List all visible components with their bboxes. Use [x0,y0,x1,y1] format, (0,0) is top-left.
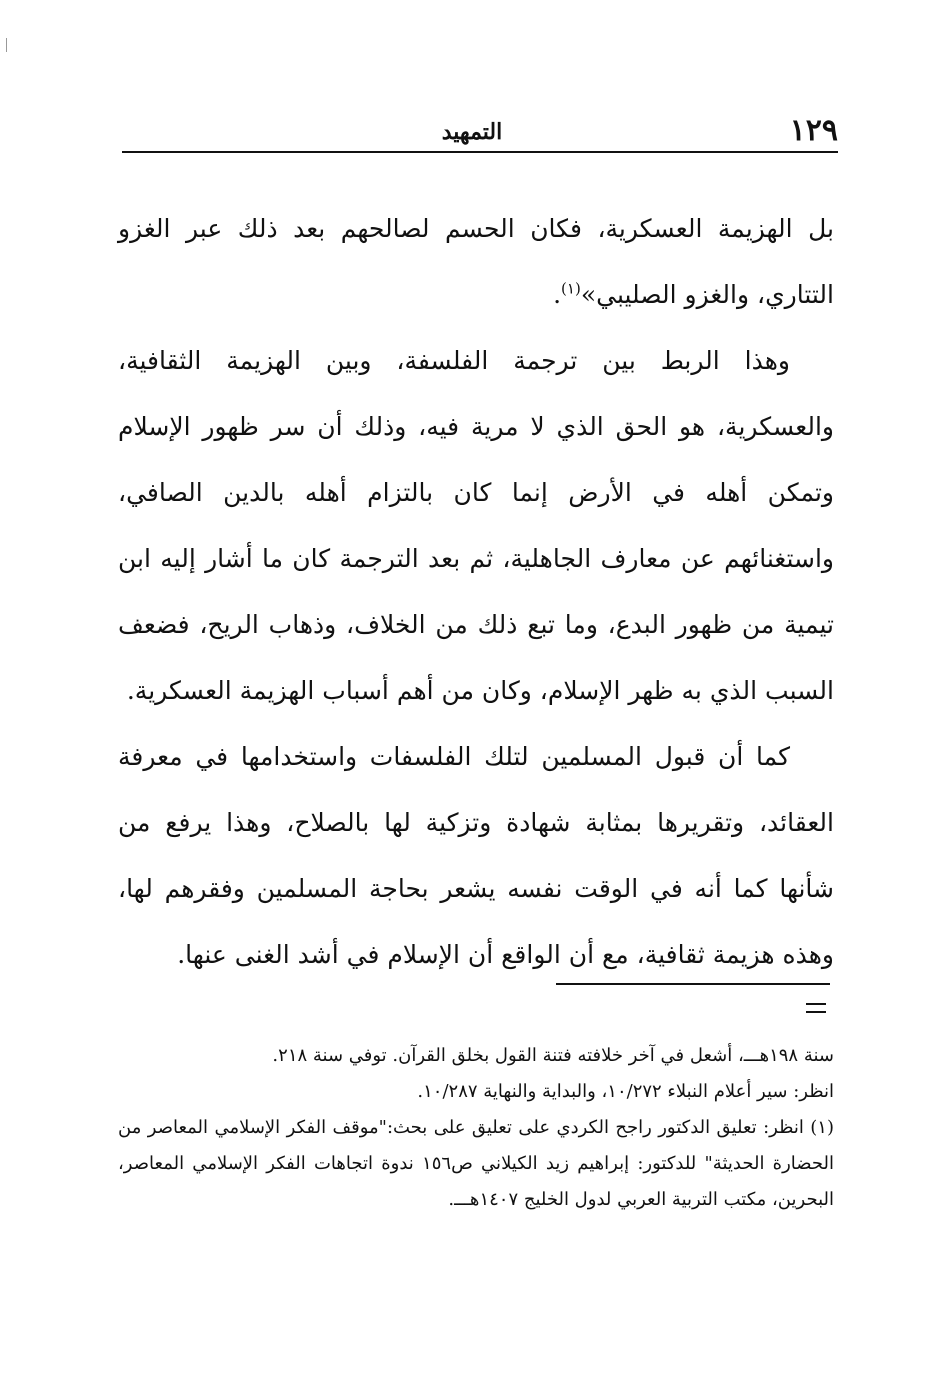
footnote-continued-line-2: انظر: سير أعلام النبلاء ١٠/٢٧٢، والبداية والنهاية ١٠/٢٨٧. [417,1081,834,1102]
footnotes [118,1038,834,1218]
running-head: التمهيد [441,119,503,145]
footnote-reference: (١) [561,279,581,298]
footnote-continuation-mark [806,1003,830,1017]
main-text [118,196,834,988]
footnote-1: (١) انظر: تعليق الدكتور راجح الكردي على تعليق على بحث:"موقف الفكر الإسلامي المعاصر من الحضارة الحديثة" للدكتور: إبراهيم زيد الكيلاني ص١٥٦ ندوة اتجاهات الفكر الإسلامي المعاصر، البحرين، مكتب التربية العربي لدول الخليج ١٤٠٧هـــ. [118,1117,834,1210]
footnote-separator-rule [556,983,830,985]
body-paragraph-1 [118,196,834,328]
header-rule [122,151,838,153]
body-paragraph-1-text: بل الهزيمة العسكرية، فكان الحسم لصالحهم بعد ذلك عبر الغزو التتاري، والغزو الصليبي» [118,214,834,309]
page-header [122,112,838,154]
body-paragraph-2: وهذا الربط بين ترجمة الفلسفة، وبين الهزيمة الثقافية، والعسكرية، هو الحق الذي لا مرية فيه، وذلك أن سر ظهور الإسلام وتمكن أهله في الأرض إنما كان بالتزام أهله بالدين الصافي، واستغنائهم عن معارف الجاهلية، ثم بعد الترجمة كان ما أشار إليه ابن تيمية من ظهور البدع، وما تبع ذلك من الخلاف، وذهاب الريح، فضعف السبب الذي به ظهر الإسلام، وكان من أهم أسباب الهزيمة العسكرية. [118,346,834,705]
footnote-continued-line-1: سنة ١٩٨هـــ، أشعل في آخر خلافته فتنة القول بخلق القرآن. توفي سنة ٢١٨. [272,1045,834,1066]
body-paragraph-3: كما أن قبول المسلمين لتلك الفلسفات واستخدامها في معرفة العقائد، وتقريرها بمثابة شهادة وتزكية لها بالصلاح، وهذا يرفع من شأنها كما أنه في الوقت نفسه يشعر بحاجة المسلمين وفقرهم لها، وهذه هزيمة ثقافية، مع أن الواقع أن الإسلام في أشد الغنى عنها. [118,742,834,969]
page-number: ١٢٩ [789,113,838,148]
scan-edge-mark [6,38,7,52]
body-paragraph-1-end: . [553,280,562,309]
